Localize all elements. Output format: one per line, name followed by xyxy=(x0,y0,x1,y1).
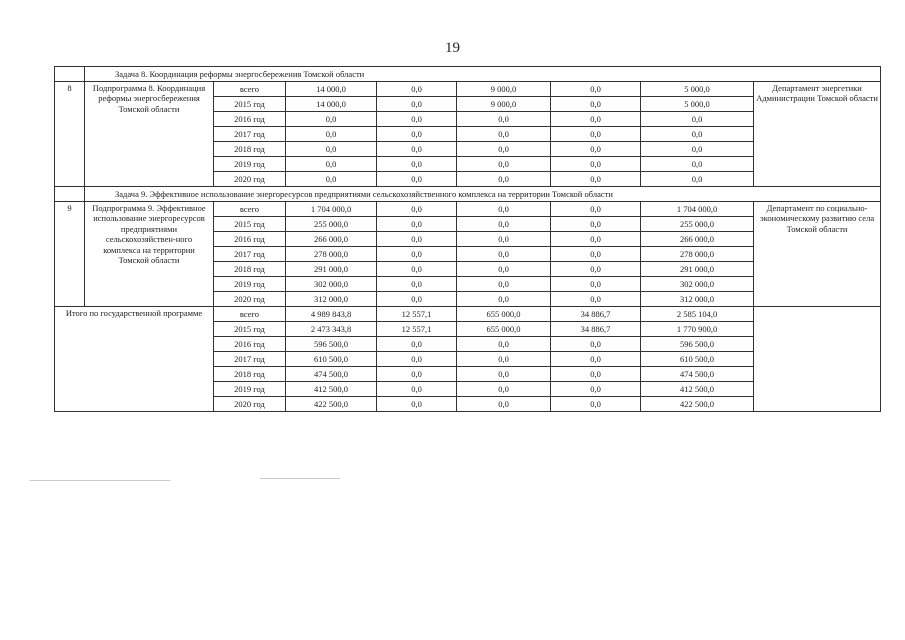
period-cell: 2015 год xyxy=(214,217,286,232)
federal-cell: 0,0 xyxy=(377,172,457,187)
scan-artifact xyxy=(30,480,170,481)
total-cell: 255 000,0 xyxy=(286,217,377,232)
period-cell: всего xyxy=(214,307,286,322)
local-cell: 0,0 xyxy=(551,97,641,112)
regional-cell: 0,0 xyxy=(457,397,551,412)
extrabudget-cell: 312 000,0 xyxy=(641,292,754,307)
federal-cell: 0,0 xyxy=(377,232,457,247)
local-cell: 34 886,7 xyxy=(551,322,641,337)
federal-cell: 0,0 xyxy=(377,277,457,292)
local-cell: 0,0 xyxy=(551,367,641,382)
empty-department-cell xyxy=(754,307,881,412)
total-cell: 610 500,0 xyxy=(286,352,377,367)
local-cell: 0,0 xyxy=(551,397,641,412)
federal-cell: 0,0 xyxy=(377,97,457,112)
federal-cell: 0,0 xyxy=(377,352,457,367)
federal-cell: 0,0 xyxy=(377,217,457,232)
total-cell: 0,0 xyxy=(286,127,377,142)
federal-cell: 0,0 xyxy=(377,127,457,142)
regional-cell: 655 000,0 xyxy=(457,322,551,337)
federal-cell: 0,0 xyxy=(377,202,457,217)
total-cell: 0,0 xyxy=(286,157,377,172)
regional-cell: 0,0 xyxy=(457,127,551,142)
local-cell: 0,0 xyxy=(551,157,641,172)
local-cell: 0,0 xyxy=(551,232,641,247)
page-number: 19 xyxy=(445,40,460,56)
total-cell: 312 000,0 xyxy=(286,292,377,307)
federal-cell: 0,0 xyxy=(377,382,457,397)
program-funding-table xyxy=(54,66,881,412)
regional-cell: 9 000,0 xyxy=(457,82,551,97)
regional-cell: 0,0 xyxy=(457,217,551,232)
federal-cell: 0,0 xyxy=(377,247,457,262)
total-cell: 0,0 xyxy=(286,142,377,157)
extrabudget-cell: 291 000,0 xyxy=(641,262,754,277)
period-cell: 2016 год xyxy=(214,232,286,247)
total-cell: 14 000,0 xyxy=(286,82,377,97)
extrabudget-cell: 596 500,0 xyxy=(641,337,754,352)
federal-cell: 0,0 xyxy=(377,337,457,352)
scan-artifact xyxy=(260,478,340,479)
period-cell: всего xyxy=(214,202,286,217)
responsible-department: Департамент энергетики Администрации Томской области xyxy=(754,82,881,187)
local-cell: 0,0 xyxy=(551,112,641,127)
table-row xyxy=(55,82,881,97)
regional-cell: 0,0 xyxy=(457,367,551,382)
local-cell: 0,0 xyxy=(551,277,641,292)
local-cell: 0,0 xyxy=(551,247,641,262)
total-label: Итого по государственной программе xyxy=(55,307,214,412)
period-cell: 2015 год xyxy=(214,322,286,337)
total-cell: 474 500,0 xyxy=(286,367,377,382)
row-number: 9 xyxy=(55,202,85,307)
regional-cell: 655 000,0 xyxy=(457,307,551,322)
regional-cell: 0,0 xyxy=(457,157,551,172)
period-cell: 2017 год xyxy=(214,352,286,367)
total-cell: 0,0 xyxy=(286,112,377,127)
extrabudget-cell: 0,0 xyxy=(641,112,754,127)
local-cell: 0,0 xyxy=(551,82,641,97)
extrabudget-cell: 0,0 xyxy=(641,127,754,142)
task-spacer-cell xyxy=(55,67,85,82)
total-cell: 278 000,0 xyxy=(286,247,377,262)
federal-cell: 12 557,1 xyxy=(377,307,457,322)
table-row xyxy=(55,202,881,217)
local-cell: 0,0 xyxy=(551,217,641,232)
regional-cell: 0,0 xyxy=(457,112,551,127)
local-cell: 0,0 xyxy=(551,202,641,217)
extrabudget-cell: 474 500,0 xyxy=(641,367,754,382)
total-cell: 302 000,0 xyxy=(286,277,377,292)
subprogram-name: Подпрограмма 8. Координация реформы энергосбережения Томской области xyxy=(85,82,214,187)
total-cell: 412 500,0 xyxy=(286,382,377,397)
task-row xyxy=(55,187,881,202)
total-cell: 266 000,0 xyxy=(286,232,377,247)
federal-cell: 0,0 xyxy=(377,262,457,277)
total-row xyxy=(55,307,881,322)
period-cell: 2019 год xyxy=(214,157,286,172)
regional-cell: 0,0 xyxy=(457,232,551,247)
regional-cell: 0,0 xyxy=(457,352,551,367)
task-row xyxy=(55,67,881,82)
regional-cell: 0,0 xyxy=(457,142,551,157)
regional-cell: 0,0 xyxy=(457,202,551,217)
total-cell: 0,0 xyxy=(286,172,377,187)
federal-cell: 0,0 xyxy=(377,397,457,412)
extrabudget-cell: 266 000,0 xyxy=(641,232,754,247)
extrabudget-cell: 0,0 xyxy=(641,142,754,157)
local-cell: 0,0 xyxy=(551,172,641,187)
regional-cell: 9 000,0 xyxy=(457,97,551,112)
local-cell: 0,0 xyxy=(551,352,641,367)
extrabudget-cell: 2 585 104,0 xyxy=(641,307,754,322)
extrabudget-cell: 0,0 xyxy=(641,172,754,187)
local-cell: 34 886,7 xyxy=(551,307,641,322)
responsible-department: Департамент по социально-экономическому развитию села Томской области xyxy=(754,202,881,307)
total-cell: 2 473 343,8 xyxy=(286,322,377,337)
period-cell: 2017 год xyxy=(214,247,286,262)
regional-cell: 0,0 xyxy=(457,262,551,277)
period-cell: 2019 год xyxy=(214,382,286,397)
total-cell: 291 000,0 xyxy=(286,262,377,277)
period-cell: 2018 год xyxy=(214,367,286,382)
task-spacer-cell xyxy=(55,187,85,202)
period-cell: 2016 год xyxy=(214,112,286,127)
period-cell: 2020 год xyxy=(214,292,286,307)
extrabudget-cell: 5 000,0 xyxy=(641,97,754,112)
period-cell: 2019 год xyxy=(214,277,286,292)
row-number: 8 xyxy=(55,82,85,187)
task-title: Задача 8. Координация реформы энергосбережения Томской области xyxy=(85,67,881,82)
extrabudget-cell: 1 770 900,0 xyxy=(641,322,754,337)
local-cell: 0,0 xyxy=(551,262,641,277)
extrabudget-cell: 412 500,0 xyxy=(641,382,754,397)
total-cell: 422 500,0 xyxy=(286,397,377,412)
period-cell: 2017 год xyxy=(214,127,286,142)
federal-cell: 0,0 xyxy=(377,82,457,97)
regional-cell: 0,0 xyxy=(457,247,551,262)
federal-cell: 0,0 xyxy=(377,292,457,307)
local-cell: 0,0 xyxy=(551,382,641,397)
local-cell: 0,0 xyxy=(551,292,641,307)
period-cell: 2016 год xyxy=(214,337,286,352)
regional-cell: 0,0 xyxy=(457,382,551,397)
federal-cell: 0,0 xyxy=(377,112,457,127)
extrabudget-cell: 422 500,0 xyxy=(641,397,754,412)
period-cell: 2018 год xyxy=(214,142,286,157)
extrabudget-cell: 1 704 000,0 xyxy=(641,202,754,217)
total-cell: 4 989 843,8 xyxy=(286,307,377,322)
federal-cell: 0,0 xyxy=(377,367,457,382)
local-cell: 0,0 xyxy=(551,127,641,142)
federal-cell: 0,0 xyxy=(377,142,457,157)
period-cell: 2018 год xyxy=(214,262,286,277)
extrabudget-cell: 0,0 xyxy=(641,157,754,172)
extrabudget-cell: 5 000,0 xyxy=(641,82,754,97)
total-cell: 596 500,0 xyxy=(286,337,377,352)
regional-cell: 0,0 xyxy=(457,337,551,352)
regional-cell: 0,0 xyxy=(457,172,551,187)
total-cell: 1 704 000,0 xyxy=(286,202,377,217)
local-cell: 0,0 xyxy=(551,337,641,352)
period-cell: 2020 год xyxy=(214,172,286,187)
regional-cell: 0,0 xyxy=(457,277,551,292)
extrabudget-cell: 302 000,0 xyxy=(641,277,754,292)
period-cell: всего xyxy=(214,82,286,97)
period-cell: 2020 год xyxy=(214,397,286,412)
period-cell: 2015 год xyxy=(214,97,286,112)
extrabudget-cell: 255 000,0 xyxy=(641,217,754,232)
subprogram-name: Подпрограмма 9. Эффективное использование энергоресурсов предприятиями сельскохозяйствен-ного комплекса на территории Томской области xyxy=(85,202,214,307)
federal-cell: 0,0 xyxy=(377,157,457,172)
extrabudget-cell: 278 000,0 xyxy=(641,247,754,262)
total-cell: 14 000,0 xyxy=(286,97,377,112)
extrabudget-cell: 610 500,0 xyxy=(641,352,754,367)
task-title: Задача 9. Эффективное использование энергоресурсов предприятиями сельскохозяйственного комплекса на территории Томской области xyxy=(85,187,881,202)
federal-cell: 12 557,1 xyxy=(377,322,457,337)
local-cell: 0,0 xyxy=(551,142,641,157)
regional-cell: 0,0 xyxy=(457,292,551,307)
